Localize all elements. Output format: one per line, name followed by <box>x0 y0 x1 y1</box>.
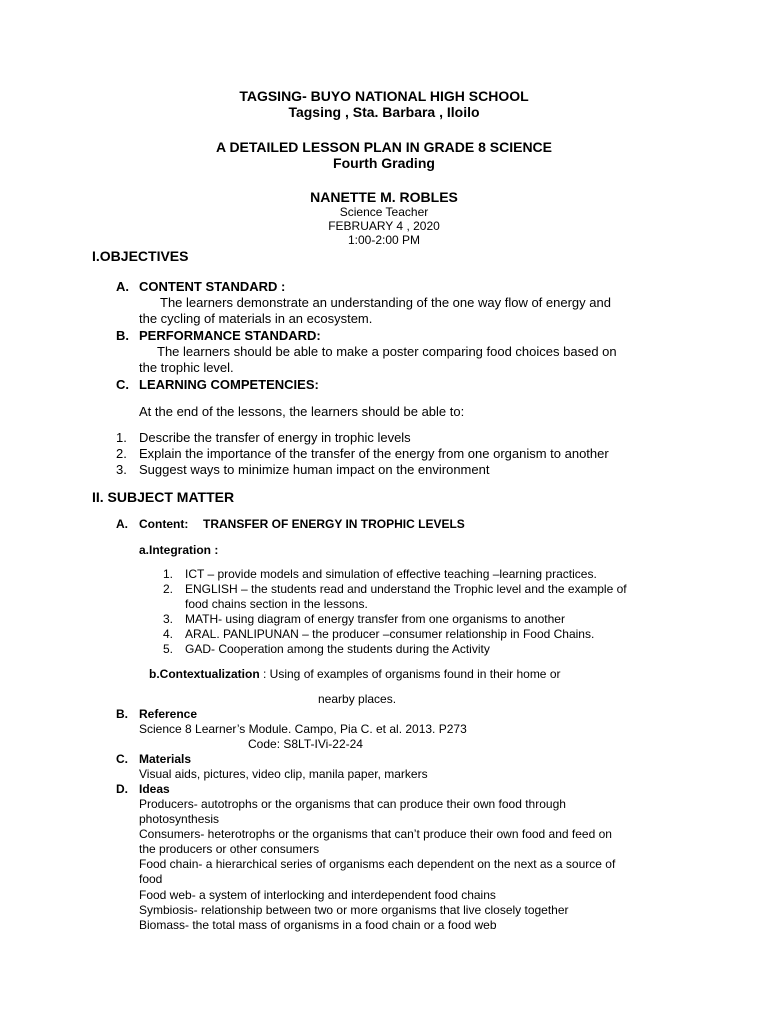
integration-label: a.Integration : <box>139 543 219 557</box>
lesson-date: FEBRUARY 4 , 2020 <box>328 219 440 233</box>
ideas-line: photosynthesis <box>139 812 220 826</box>
contextualization-text: : Using of examples of organisms found in their home or <box>259 667 561 681</box>
materials-marker: C. <box>116 752 128 766</box>
ideas-line: Symbiosis- relationship between two or more organisms that live closely together <box>139 903 569 917</box>
performance-standard-label: PERFORMANCE STANDARD: <box>139 328 321 343</box>
ideas-marker: D. <box>116 782 128 796</box>
content-standard-line-2: the cycling of materials in an ecosystem. <box>139 311 373 326</box>
lesson-time: 1:00-2:00 PM <box>347 233 421 247</box>
ideas-line: the producers or other consumers <box>139 842 320 856</box>
content-standard-marker: A. <box>116 279 129 294</box>
content-label: Content: <box>139 517 189 531</box>
ideas-line: Producers- autotrophs or the organisms that can produce their own food through <box>139 797 566 811</box>
teacher-role: Science Teacher <box>339 205 429 219</box>
competency-number: 1. <box>116 430 127 445</box>
school-address: Tagsing , Sta. Barbara , Iloilo <box>288 104 480 120</box>
subject-matter-heading: II. SUBJECT MATTER <box>92 489 235 505</box>
contextualization-line <box>149 667 561 681</box>
grading-period: Fourth Grading <box>333 155 435 171</box>
content-marker: A. <box>116 517 128 531</box>
integration-item: GAD- Cooperation among the students during the Activity <box>185 642 490 656</box>
integration-item-continued: food chains section in the lessons. <box>185 597 368 611</box>
performance-standard-marker: B. <box>116 328 129 343</box>
competency-number: 2. <box>116 446 127 461</box>
integration-number: 3. <box>163 612 174 626</box>
integration-number: 4. <box>163 627 174 641</box>
competencies-intro: At the end of the lessons, the learners should be able to: <box>139 404 465 419</box>
teacher-name: NANETTE M. ROBLES <box>310 189 458 205</box>
objectives-heading: I.OBJECTIVES <box>92 248 189 264</box>
ideas-line: Biomass- the total mass of organisms in a food chain or a food web <box>139 918 497 932</box>
content-standard-line-1: The learners demonstrate an understanding of the one way flow of energy and <box>160 295 611 310</box>
content-value: TRANSFER OF ENERGY IN TROPHIC LEVELS <box>203 517 465 531</box>
integration-number: 5. <box>163 642 174 656</box>
integration-item: ARAL. PANLIPUNAN – the producer –consumer relationship in Food Chains. <box>185 627 595 641</box>
competency-item: Describe the transfer of energy in trophic levels <box>139 430 411 445</box>
ideas-line: Food web- a system of interlocking and interdependent food chains <box>139 888 496 902</box>
plan-title: A DETAILED LESSON PLAN IN GRADE 8 SCIENCE <box>215 139 553 155</box>
competency-item: Explain the importance of the transfer of the energy from one organism to another <box>139 446 609 461</box>
integration-item: MATH- using diagram of energy transfer from one organisms to another <box>185 612 565 626</box>
materials-label: Materials <box>139 752 192 766</box>
integration-number: 2. <box>163 582 174 596</box>
reference-marker: B. <box>116 707 128 721</box>
competency-number: 3. <box>116 462 127 477</box>
performance-standard-line-1: The learners should be able to make a poster comparing food choices based on <box>157 344 617 359</box>
reference-label: Reference <box>139 707 198 721</box>
content-standard-label: CONTENT STANDARD : <box>139 279 286 294</box>
integration-item: ICT – provide models and simulation of effective teaching –learning practices. <box>185 567 597 581</box>
performance-standard-line-2: the trophic level. <box>139 360 234 375</box>
contextualization-label: b.Contextualization <box>149 667 260 681</box>
ideas-line: Food chain- a hierarchical series of organisms each dependent on the next as a source of <box>139 857 616 871</box>
competency-item: Suggest ways to minimize human impact on the environment <box>139 462 490 477</box>
competencies-label: LEARNING COMPETENCIES: <box>139 377 319 392</box>
reference-code: Code: S8LT-IVi-22-24 <box>248 737 363 751</box>
ideas-label: Ideas <box>139 782 170 796</box>
materials-list: Visual aids, pictures, video clip, manila paper, markers <box>139 767 428 781</box>
integration-item: ENGLISH – the students read and understand the Trophic level and the example of <box>185 582 627 596</box>
integration-number: 1. <box>163 567 174 581</box>
school-name: TAGSING- BUYO NATIONAL HIGH SCHOOL <box>239 88 529 104</box>
contextualization-text-continued: nearby places. <box>318 692 397 706</box>
competencies-marker: C. <box>116 377 129 392</box>
reference-citation: Science 8 Learner’s Module. Campo, Pia C. et al. 2013. P273 <box>139 722 467 736</box>
ideas-line: food <box>139 872 163 886</box>
ideas-line: Consumers- heterotrophs or the organisms that can’t produce their own food and feed on <box>139 827 612 841</box>
